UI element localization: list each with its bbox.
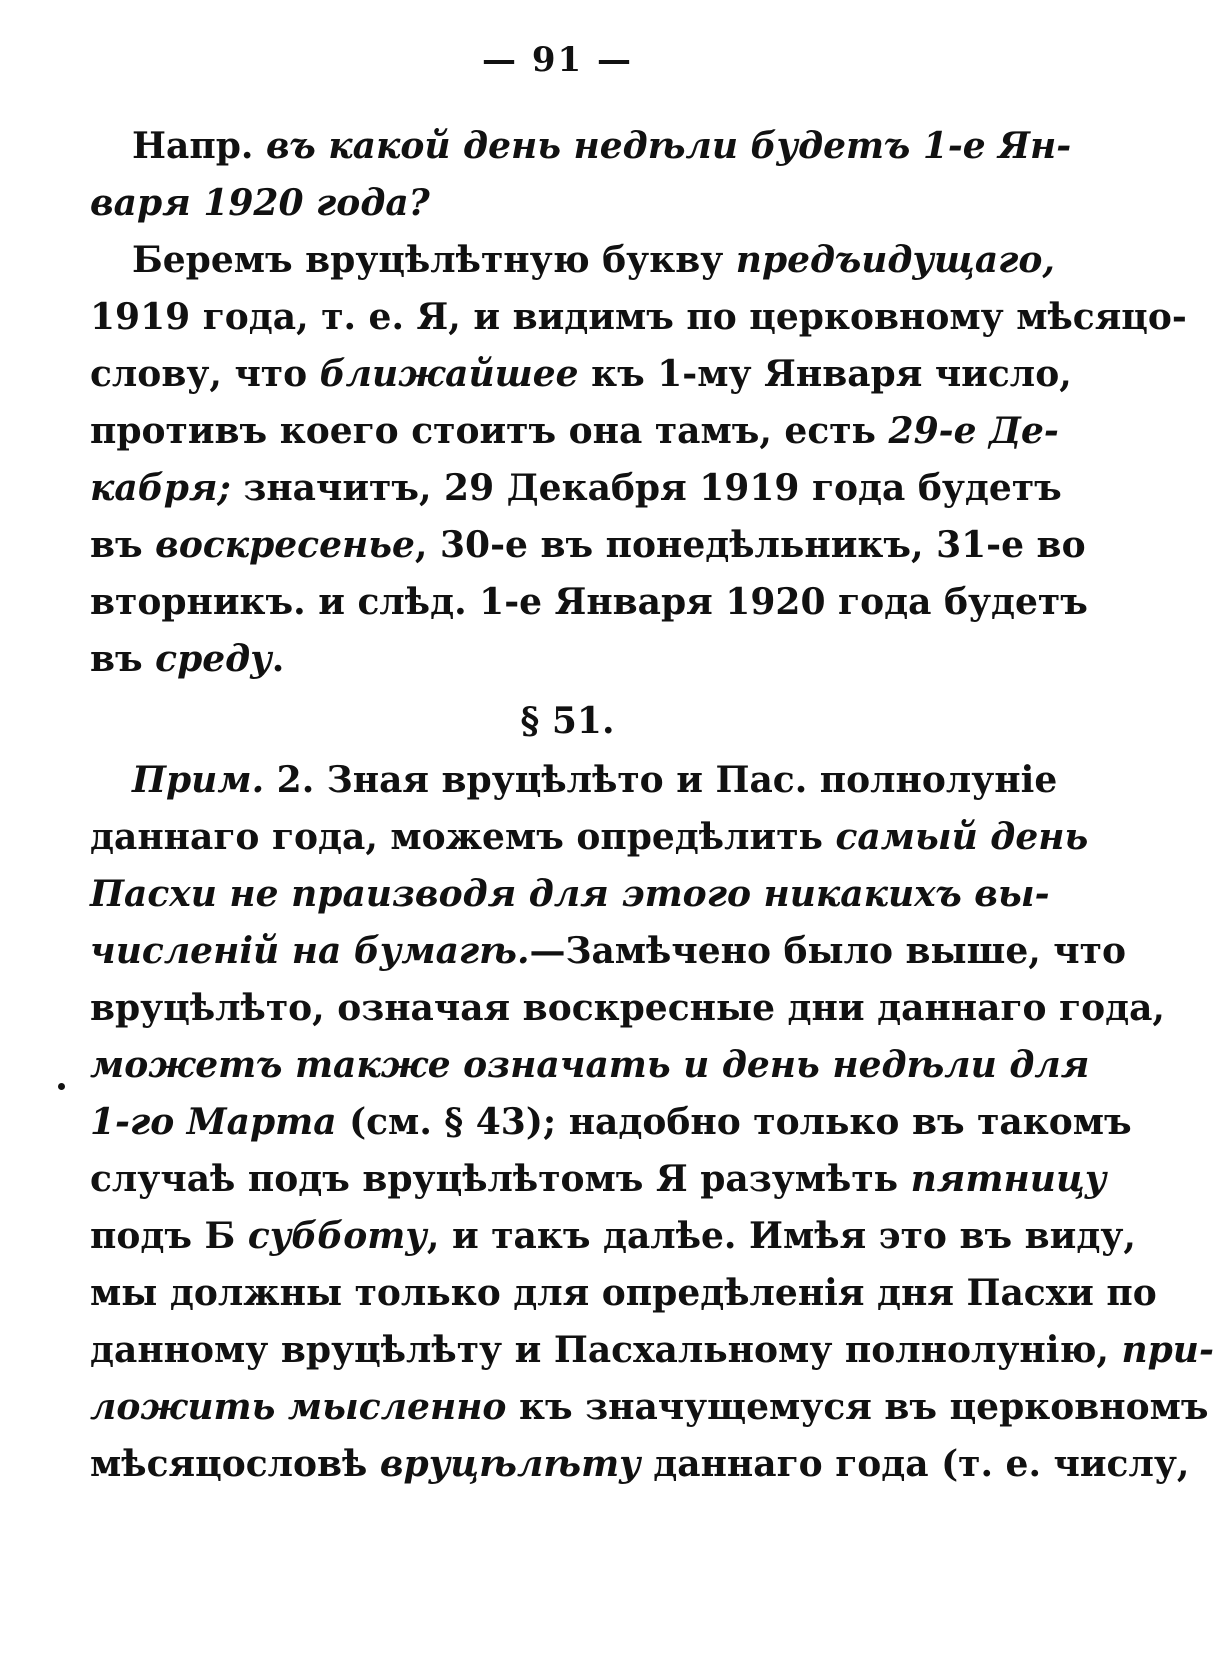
text-span: данному вруцѣлѣту и Пасхальному полнолунію, xyxy=(90,1329,1122,1371)
text-line xyxy=(90,809,1089,866)
text-line: вруцѣлѣто, означая воскресные дни даннаго года, xyxy=(90,987,1165,1029)
emphasis: при- xyxy=(1121,1329,1214,1371)
text-line xyxy=(90,1436,1190,1493)
text-span: даннаго года, можемъ опредѣлить xyxy=(90,816,836,858)
text-line xyxy=(90,1094,1132,1151)
text-span: въ xyxy=(90,524,156,566)
emphasis: 1-го Марта xyxy=(90,1101,337,1143)
emphasis: можетъ также означать и день недѣли для xyxy=(90,1044,1090,1086)
text-line xyxy=(90,1322,1214,1379)
text-span: 2. Зная вруцѣлѣто и Пас. полнолуніе xyxy=(264,759,1058,801)
text-line xyxy=(90,517,1086,574)
emphasis: Прим. xyxy=(132,759,265,801)
emphasis: вруцѣлѣту xyxy=(379,1443,641,1485)
text-line xyxy=(90,752,1058,809)
text-line xyxy=(90,175,1005,232)
text-span: слову, что xyxy=(90,353,320,395)
text-span: значитъ, 29 Декабря 1919 года будетъ xyxy=(230,467,1062,509)
text-span: даннаго года (т. е. числу, xyxy=(640,1443,1190,1485)
page-number: — 91 — xyxy=(482,40,633,80)
emphasis: субботу xyxy=(247,1215,427,1257)
text-span: , 30-е въ понедѣльникъ, 31-е во xyxy=(414,524,1086,566)
emphasis: среду xyxy=(155,638,272,680)
text-line xyxy=(90,346,1072,403)
text-span: противъ коего стоитъ она тамъ, есть xyxy=(90,410,889,452)
stray-ink-dot xyxy=(58,1083,65,1090)
emphasis: 29-е Де- xyxy=(888,410,1059,452)
text-span: —Замѣчено было выше, что xyxy=(529,930,1126,972)
emphasis: Пасхи не праизводя для этого никакихъ вы- xyxy=(90,873,1050,915)
paragraph-answer xyxy=(90,232,1187,688)
book-page xyxy=(90,40,1214,1493)
text-span: Беремъ вруцѣлѣтную букву xyxy=(132,239,736,281)
text-line: вторникъ. и слѣд. 1-е Января 1920 года будетъ xyxy=(90,581,1088,623)
paragraph-note xyxy=(90,752,1214,1493)
text-span: подъ Б xyxy=(90,1215,248,1257)
abbreviation: Напр. xyxy=(132,125,266,167)
text-span: случаѣ подъ вруцѣлѣтомъ Я разумѣть xyxy=(90,1158,911,1200)
text-span: въ xyxy=(90,638,156,680)
text-line: 1919 года, т. е. Я, и видимъ по церковному мѣсяцо- xyxy=(90,296,1187,338)
emphasis: варя 1920 года? xyxy=(90,182,430,224)
emphasis: предъидущаго, xyxy=(735,239,1055,281)
text-line xyxy=(90,1037,1090,1094)
text-line: мы должны только для опредѣленія дня Пасхи по xyxy=(90,1272,1157,1314)
emphasis: ближайшее xyxy=(319,353,579,395)
emphasis: самый день xyxy=(835,816,1089,858)
text-line xyxy=(90,923,1126,980)
text-span: (см. § 43); надобно только въ такомъ xyxy=(336,1101,1132,1143)
emphasis: ложить мысленно xyxy=(90,1386,507,1428)
text-span: мѣсяцословѣ xyxy=(90,1443,380,1485)
text-line xyxy=(90,866,1050,923)
text-line xyxy=(90,232,1055,289)
text-span: . xyxy=(271,638,285,680)
emphasis: кабря; xyxy=(90,467,231,509)
emphasis: пятницу xyxy=(910,1158,1107,1200)
text-span: къ 1-му Января число, xyxy=(578,353,1072,395)
paragraph-example-question xyxy=(90,118,1072,232)
text-line xyxy=(90,118,1072,175)
text-line xyxy=(90,631,1005,688)
text-span: къ значущемуся въ церковномъ xyxy=(506,1386,1209,1428)
text-line xyxy=(90,460,1062,517)
emphasis: воскресенье xyxy=(155,524,415,566)
text-span: , и такъ далѣе. Имѣя это въ виду, xyxy=(426,1215,1136,1257)
text-line xyxy=(90,403,1059,460)
text-line xyxy=(90,1151,1107,1208)
section-heading: § 51. xyxy=(520,700,615,742)
emphasis: численій на бумагѣ. xyxy=(90,930,530,972)
emphasis: въ какой день недѣли будетъ 1-е Ян- xyxy=(265,125,1072,167)
text-line xyxy=(90,1379,1209,1436)
text-line xyxy=(90,1208,1136,1265)
